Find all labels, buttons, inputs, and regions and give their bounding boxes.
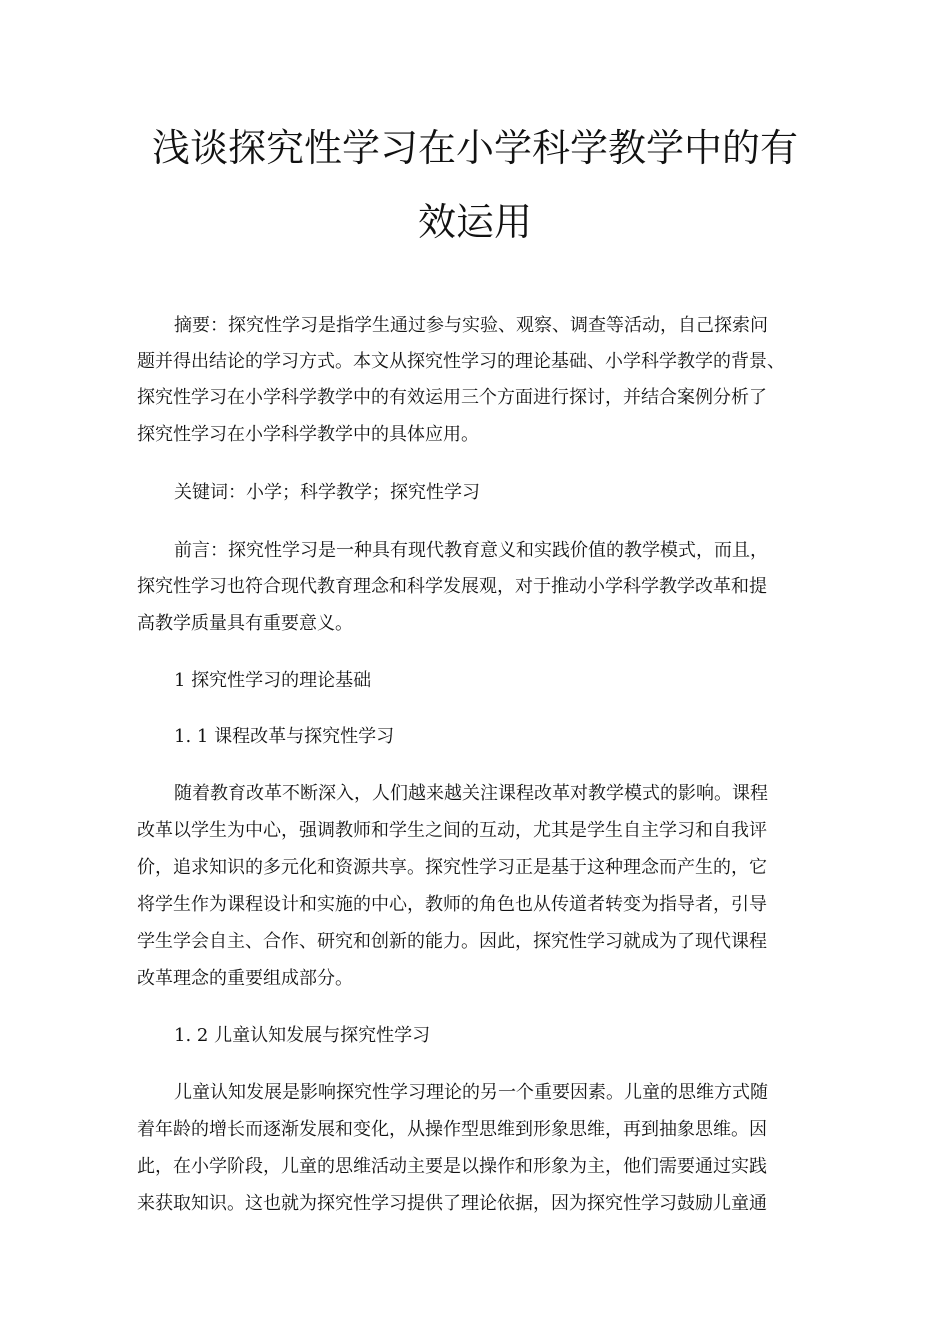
abstract-line: 探究性学习在小学科学教学中的有效运用三个方面进行探讨，并结合案例分析了 [137,387,767,408]
body-line: 改革理念的重要组成部分。 [137,968,353,989]
body-line: 价，追求知识的多元化和资源共享。探究性学习正是基于这种理念而产生的，它 [137,857,767,878]
body-line: 改革以学生为中心，强调教师和学生之间的互动，尤其是学生自主学习和自我评 [137,820,767,841]
subsection-heading: 1. 1 课程改革与探究性学习 [174,726,395,747]
preface-line: 高教学质量具有重要意义。 [137,613,353,634]
preface-line: 探究性学习也符合现代教育理念和科学发展观，对于推动小学科学教学改革和提 [137,576,767,597]
abstract-line: 题并得出结论的学习方式。本文从探究性学习的理论基础、小学科学教学的背景、 [137,351,785,372]
document-title-line-1: 浅谈探究性学习在小学科学教学中的有 [151,126,798,170]
abstract-line: 探究性学习在小学科学教学中的具体应用。 [137,424,479,445]
body-line: 儿童认知发展是影响探究性学习理论的另一个重要因素。儿童的思维方式随 [174,1082,768,1103]
body-line: 此，在小学阶段，儿童的思维活动主要是以操作和形象为主，他们需要通过实践 [137,1156,767,1177]
body-line: 随着教育改革不断深入，人们越来越关注课程改革对教学模式的影响。课程 [174,783,768,804]
preface-line: 前言：探究性学习是一种具有现代教育意义和实践价值的教学模式，而且， [174,540,768,561]
keywords-line: 关键词：小学；科学教学；探究性学习 [174,482,480,503]
subsection-heading: 1. 2 儿童认知发展与探究性学习 [174,1025,431,1046]
abstract-line: 摘要：探究性学习是指学生通过参与实验、观察、调查等活动，自己探索问 [174,315,768,336]
section-heading: 1 探究性学习的理论基础 [174,670,372,691]
document-title-line-2: 效运用 [417,200,532,244]
body-line: 将学生作为课程设计和实施的中心，教师的角色也从传道者转变为指导者，引导 [137,894,767,915]
body-line: 学生学会自主、合作、研究和创新的能力。因此，探究性学习就成为了现代课程 [137,931,767,952]
body-line: 来获取知识。这也就为探究性学习提供了理论依据，因为探究性学习鼓励儿童通 [137,1193,767,1214]
body-line: 着年龄的增长而逐渐发展和变化，从操作型思维到形象思维，再到抽象思维。因 [137,1119,767,1140]
